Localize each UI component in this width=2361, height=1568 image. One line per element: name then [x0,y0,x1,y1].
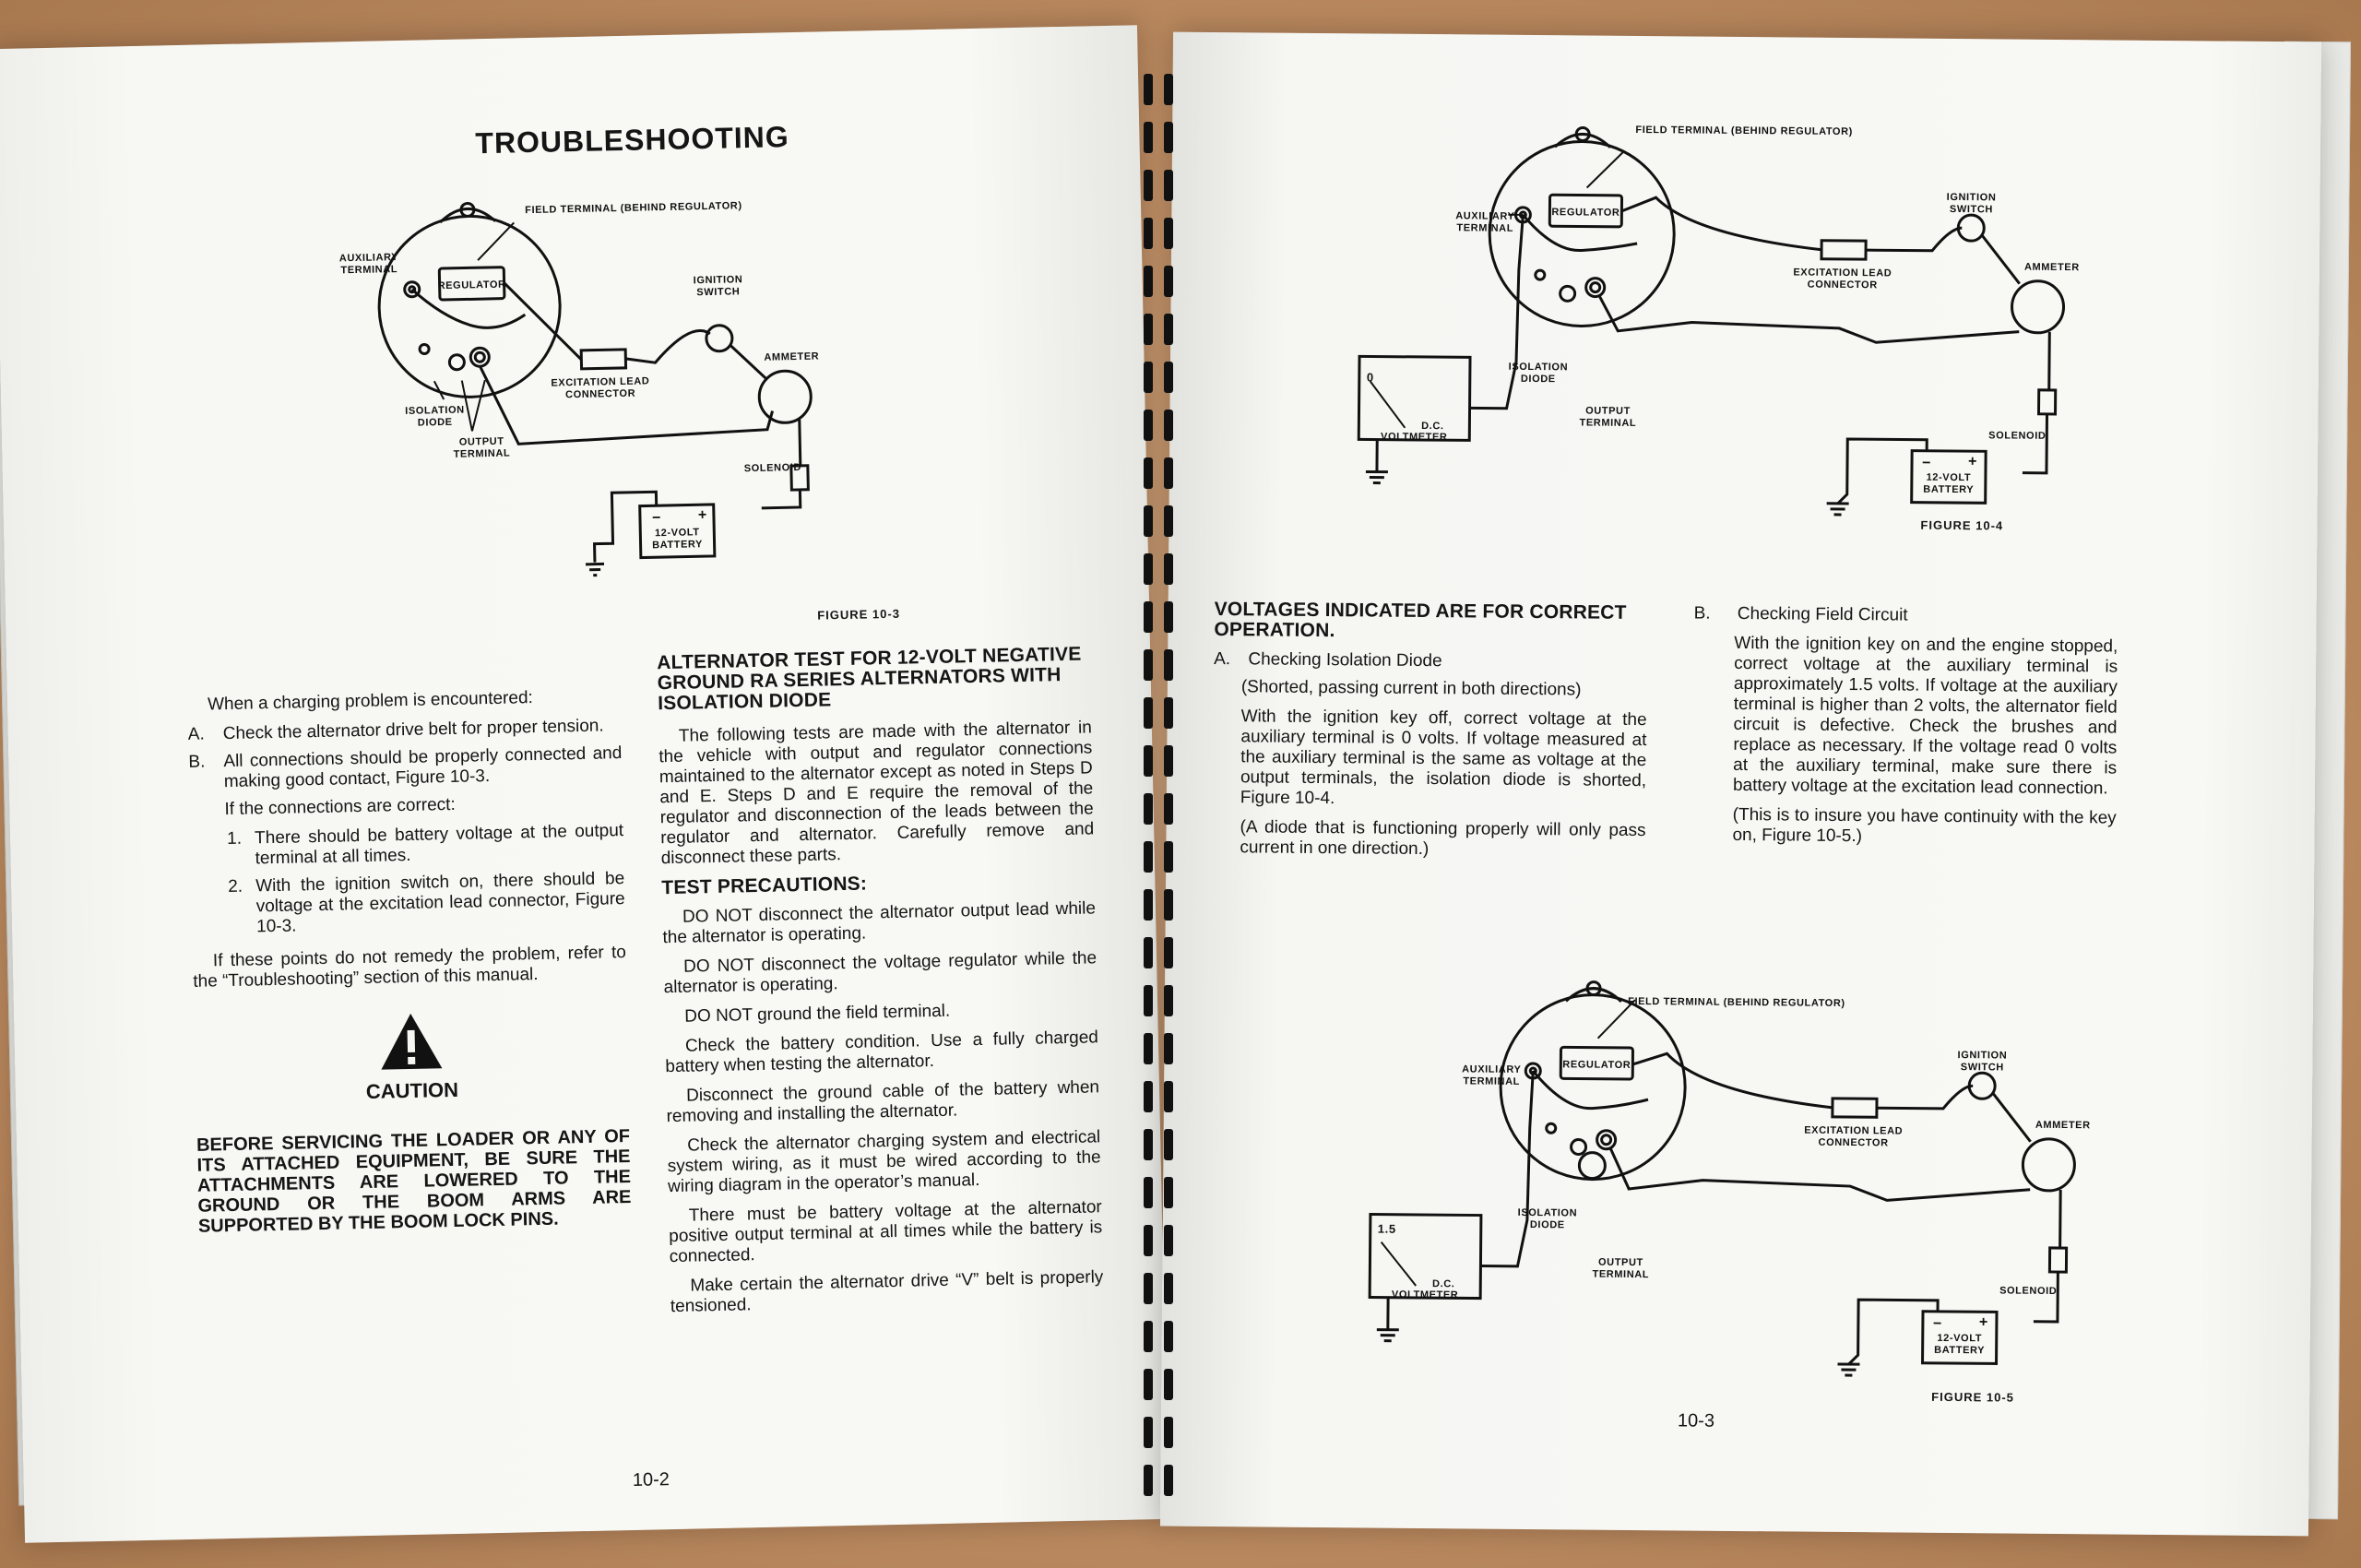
label-excitation-connector: CONNECTOR [1818,1136,1889,1149]
binding-ring [1164,218,1173,249]
label-battery-voltage: 12-VOLT [1937,1332,1983,1345]
binding-ring [1164,937,1173,968]
label-isolation: ISOLATION [1517,1206,1578,1219]
label-isolation-diode: DIODE [1529,1219,1565,1231]
binding-ring [1164,1465,1173,1496]
caution-label: CAUTION [365,1077,459,1103]
binding-ring [1144,1081,1153,1112]
binding-ring [1144,314,1153,345]
binding-ring [1144,745,1153,777]
precaution-item: Make certain the alternator drive “V” belt is properly tensioned. [670,1267,1104,1317]
binding-ring [1144,1369,1153,1400]
item-a-sub: (Shorted, passing current in both directions) [1240,677,1582,700]
label-output: OUTPUT [458,435,504,448]
binding-ring [1164,601,1173,633]
label-dc: D.C. [1432,1278,1455,1290]
binding-ring [1164,505,1173,537]
binding-ring [1144,505,1153,537]
label-regulator: REGULATOR [1551,207,1620,219]
list-text: Check the alternator drive belt for proper tension. [222,716,604,744]
binding-ring [1164,314,1173,345]
ignition-switch [1958,215,1984,241]
list-item [188,716,622,745]
figure-caption-10-3: FIGURE 10-3 [817,606,901,623]
figure-caption-10-4: FIGURE 10-4 [1920,517,2004,533]
label-field-terminal: FIELD TERMINAL (BEHIND REGULATOR) [525,200,742,217]
label-battery-voltage: 12-VOLT [654,527,700,540]
binding-ring [1144,1465,1153,1496]
figure-10-3-wiring-diagram [328,158,965,604]
label-solenoid: SOLENOID [743,461,802,475]
right-column [1691,604,2118,859]
label-solenoid: SOLENOID [1999,1285,2058,1298]
binding-ring [1164,1321,1173,1352]
voltmeter-box [1358,356,1470,440]
precautions-heading: TEST PRECAUTIONS: [661,873,868,899]
binding-ring [1144,649,1153,681]
voltmeter-reading: 0 [1366,370,1374,385]
binding-ring [1144,889,1153,921]
ignition-switch [706,325,733,351]
left-page [0,25,1169,1543]
label-excitation-lead: EXCITATION LEAD [551,375,650,389]
binding-ring [1144,457,1153,489]
ammeter [2023,1139,2074,1191]
label-minus: − [1932,1315,1942,1332]
list-marker: A. [187,724,205,744]
solenoid [2049,1248,2066,1272]
caution-block [194,1007,629,1108]
label-auxiliary: AUXILIARY [1462,1063,1522,1075]
list-item [190,821,624,871]
label-ammeter: AMMETER [2023,261,2080,274]
label-auxiliary-terminal: TERMINAL [340,264,398,277]
label-battery: BATTERY [652,539,704,552]
list-text: With the ignition switch on, there should be voltage at the excitation lead connector, Figure 10-3. [255,869,625,937]
precaution-item: DO NOT disconnect the alternator output lead while the alternator is operating. [662,898,1097,948]
binding-ring [1144,218,1153,249]
binding-ring [1164,1129,1173,1160]
binding-ring [1164,170,1173,201]
binding-ring [1164,697,1173,729]
item-a-title [1214,649,1647,673]
binding-ring [1144,553,1153,585]
spiral-binding [1144,74,1190,1513]
binding-ring [1144,362,1153,393]
label-field-terminal: FIELD TERMINAL (BEHIND REGULATOR) [1628,995,1845,1009]
label-plus: + [697,507,708,524]
page-title: TROUBLESHOOTING [475,120,790,160]
solenoid [2039,390,2056,414]
figure-10-5-wiring-diagram [1295,932,2249,1457]
binding-ring [1164,457,1173,489]
right-page [1160,32,2321,1537]
item-a-body: With the ignition key off, correct voltage at the auxiliary terminal is 0 volts. If voltage measured at the auxiliary terminal is the same as voltage at the output terminals, the isolation diode is shorted, Figure 10-4. [1240,707,1647,809]
label-battery-voltage: 12-VOLT [1926,471,1972,484]
label-auxiliary-terminal: TERMINAL [1463,1075,1521,1087]
binding-ring [1144,1177,1153,1208]
binding-ring [1144,1321,1153,1352]
label-battery: BATTERY [1934,1344,1986,1357]
label-isolation-diode: DIODE [1520,373,1556,386]
list-marker: 1. [226,828,243,849]
item-b-marker: B. [1693,603,1711,624]
precaution-item: Disconnect the ground cable of the battery when removing and installing the alternator. [666,1077,1100,1127]
label-output: OUTPUT [1585,405,1631,417]
label-battery: BATTERY [1923,483,1975,496]
label-auxiliary: AUXILIARY [338,252,399,265]
warning-triangle-icon [378,1011,444,1071]
label-output-terminal: TERMINAL [1579,417,1637,429]
item-b-title [1694,604,2118,628]
binding-ring [1164,266,1173,297]
label-regulator: REGULATOR [1562,1059,1631,1071]
binding-ring [1144,841,1153,873]
list-text: All connections should be properly connected and making good contact, Figure 10-3. [223,743,623,792]
binding-ring [1144,1417,1153,1448]
sub-intro-text: If the connections are correct: [224,794,456,820]
label-excitation-connector: CONNECTOR [1807,279,1878,291]
binding-ring [1144,170,1153,201]
label-dc: D.C. [1421,420,1444,433]
precaution-item: There must be battery voltage at the alternator positive output terminal at all times while the battery is connected. [669,1197,1103,1267]
label-ignition-switch: SWITCH [1949,203,1993,216]
binding-ring [1164,122,1173,153]
binding-ring [1144,601,1153,633]
label-auxiliary-terminal: TERMINAL [1456,222,1514,234]
excitation-lead-connector [1833,1099,1877,1117]
label-excitation-lead: EXCITATION LEAD [1793,267,1892,279]
item-a-title-text: Checking Isolation Diode [1248,649,1442,671]
label-ignition: IGNITION [693,274,743,287]
label-ammeter: AMMETER [2035,1119,2091,1132]
binding-ring [1164,649,1173,681]
binding-ring [1164,410,1173,441]
left-column [187,686,633,1255]
precaution-item: Check the battery condition. Use a fully charged battery when testing the alternator. [665,1028,1099,1077]
binding-ring [1164,1273,1173,1304]
label-output: OUTPUT [1598,1256,1643,1269]
binding-ring [1164,1369,1173,1400]
voltmeter-reading: 1.5 [1377,1221,1396,1236]
binding-ring [1144,1273,1153,1304]
excitation-lead-connector [581,350,625,369]
label-solenoid: SOLENOID [1988,430,2047,442]
label-voltmeter: VOLTMETER [1391,1289,1459,1301]
label-plus: + [1978,1314,1988,1331]
list-marker: 2. [228,876,243,897]
binding-ring [1144,793,1153,825]
item-a-note: (A diode that is functioning properly will only pass current in one direction.) [1240,817,1646,860]
item-b-title-text: Checking Field Circuit [1737,603,1908,625]
binding-ring [1164,553,1173,585]
precaution-item: Check the alternator charging system and electrical system wiring, as it must be wired according to the wiring diagram in the operator’s manual. [667,1127,1101,1197]
list-item [191,869,625,939]
label-regulator: REGULATOR [437,279,506,292]
label-output-terminal: TERMINAL [453,447,511,460]
label-plus: + [1968,454,1978,470]
alternator-body [377,214,562,398]
item-b-note: (This is to insure you have continuity with the key on, Figure 10-5.) [1732,804,2117,847]
figure-10-4-wiring-diagram [1302,84,2256,563]
label-ignition-switch: SWITCH [696,286,741,299]
binding-ring [1144,122,1153,153]
label-ammeter: AMMETER [764,350,820,363]
binding-ring [1164,1225,1173,1256]
caution-text: BEFORE SERVICING THE LOADER OR ANY OF ITS ATTACHED EQUIPMENT, BE SURE THE ATTACHMENTS ARE LOWERED TO THE GROUND OR THE BOOM ARMS ARE SUPPORTED BY THE BOOM LOCK PINS. [196,1125,632,1237]
binding-ring [1144,74,1153,105]
binding-ring [1144,937,1153,968]
label-field-terminal: FIELD TERMINAL (BEHIND REGULATOR) [1635,124,1853,138]
binding-ring [1164,985,1173,1016]
label-isolation-diode: DIODE [417,416,453,429]
label-ignition: IGNITION [1957,1050,2008,1062]
figure-caption-10-5: FIGURE 10-5 [1931,1389,2015,1405]
label-isolation: ISOLATION [405,404,465,417]
label-ignition-switch: SWITCH [1960,1062,2004,1074]
binding-ring [1164,1417,1173,1448]
binding-ring [1144,1129,1153,1160]
label-auxiliary: AUXILIARY [1455,210,1515,222]
binding-ring [1164,745,1173,777]
binding-ring [1164,362,1173,393]
label-minus: − [651,510,662,527]
list-text: There should be battery voltage at the output terminal at all times. [254,821,624,869]
sub-check-list [190,821,625,939]
binding-ring [1164,1081,1173,1112]
intro-text: When a charging problem is encountered: [207,688,534,715]
binding-ring [1144,1033,1153,1064]
label-output-terminal: TERMINAL [1592,1268,1650,1281]
precaution-item: DO NOT ground the field terminal. [684,1001,951,1027]
binding-ring [1144,697,1153,729]
binding-ring [1164,1033,1173,1064]
ammeter [759,371,812,423]
section-heading: VOLTAGES INDICATED ARE FOR CORRECT OPERATION. [1214,599,1627,642]
ignition-switch [1969,1073,1995,1099]
label-ignition: IGNITION [1946,191,1997,204]
binding-ring [1144,985,1153,1016]
label-voltmeter: VOLTMETER [1381,431,1448,444]
precaution-item: DO NOT disconnect the voltage regulator while the alternator is operating. [663,948,1097,998]
label-excitation-lead: EXCITATION LEAD [1804,1124,1904,1137]
binding-ring [1164,1177,1173,1208]
label-minus: − [1921,455,1932,471]
closing-text: If these points do not remedy the problem, refer to the “Troubleshooting” section of this manual. [193,943,627,992]
binding-ring [1144,410,1153,441]
binding-ring [1164,889,1173,921]
binding-ring [1164,793,1173,825]
binding-ring [1164,841,1173,873]
page-number-left: 10-2 [632,1469,670,1491]
binding-ring [1144,1225,1153,1256]
label-isolation: ISOLATION [1508,361,1569,374]
right-column [657,644,1104,1326]
excitation-lead-connector [1821,241,1866,259]
left-column [1212,600,1648,871]
ammeter [2011,281,2063,333]
check-list [188,716,623,793]
list-marker: B. [188,752,206,772]
section-body: The following tests are made with the alternator in the vehicle with output and regulator connections maintained to the alternator except as noted in Steps D and E. Steps D and E require the removal of the regulator and disconnection of the leads between the regulator and alternator. Carefully remove and disconnect these parts. [658,718,1095,869]
binding-ring [1164,74,1173,105]
page-number-right: 10-3 [1677,1410,1715,1431]
binding-ring [1144,266,1153,297]
item-b-body: With the ignition key on and the engine stopped, correct voltage at the auxiliary terminal is approximately 1.5 volts. If voltage at the auxiliary terminal is higher than 2 volts, the alternator field circuit is defective. Check the brushes and replace as necessary. If the voltage read 0 volts at the auxiliary terminal, make sure there is battery voltage at the excitation lead connection. [1732,633,2118,799]
section-heading: ALTERNATOR TEST FOR 12-VOLT NEGATIVE GROUND RA SERIES ALTERNATORS WITH ISOLATION DIODE [657,643,1082,715]
item-a-marker: A. [1214,649,1231,670]
label-excitation-connector: CONNECTOR [564,387,636,401]
list-item [188,743,623,793]
